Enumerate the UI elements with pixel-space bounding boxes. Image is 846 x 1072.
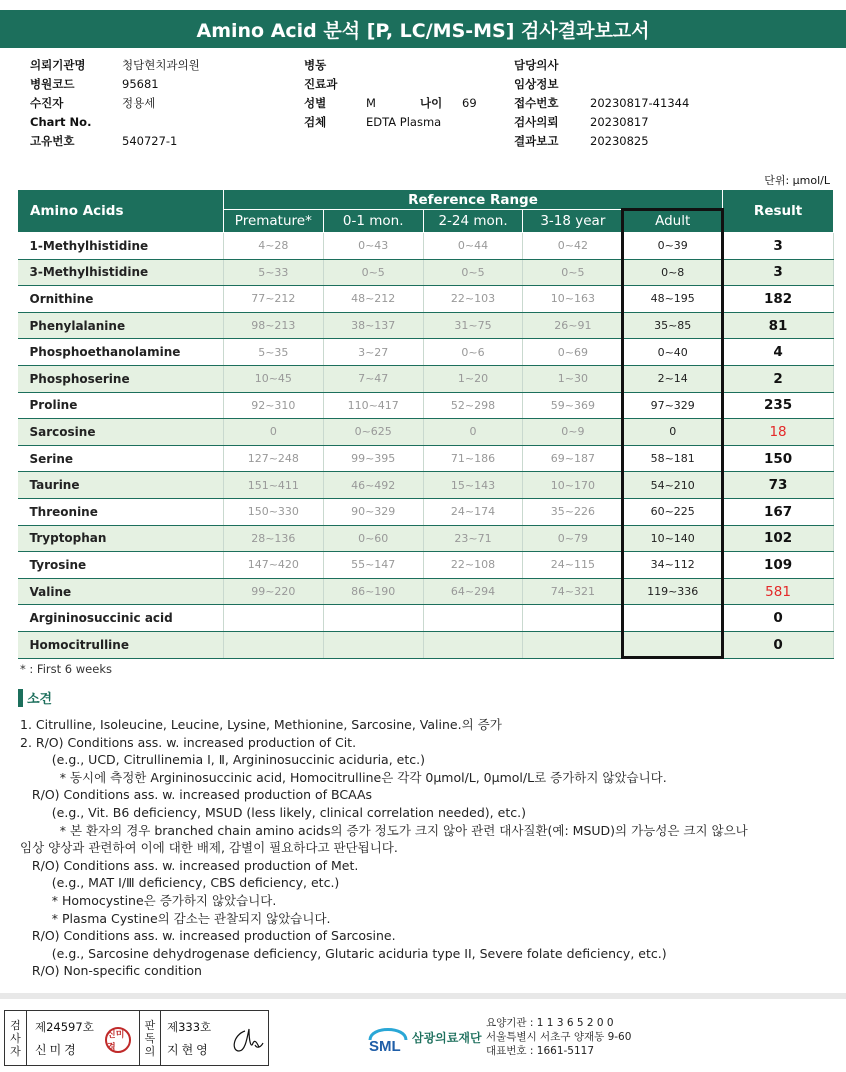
reference-value: 77~212 [223,286,323,313]
patient-info [30,56,830,152]
table-row [18,552,834,579]
signature-box [4,1010,269,1066]
table-row [18,605,834,632]
result-value: 235 [723,392,834,419]
tester-name: 신미경 [35,1043,79,1057]
adult-reference-value: 0 [623,419,723,446]
reference-value: 150~330 [223,498,323,525]
reference-value: 48~212 [323,286,423,313]
unit-label: 단위: μmol/L [764,174,830,187]
sex-value: M [366,96,376,110]
finding-line: 2. R/O) Conditions ass. w. increased production of Cit. [20,734,357,750]
info-col3-label: 임상정보 [514,77,559,91]
age-label: 나이 [420,96,443,110]
adult-reference-value: 54~210 [623,472,723,499]
reference-value: 24~115 [523,552,623,579]
table-row [18,339,834,366]
amino-acid-name: 1-Methylhistidine [18,233,224,260]
reference-value: 0 [223,419,323,446]
reference-value: 99~220 [223,578,323,605]
amino-acid-name: Phosphoethanolamine [18,339,224,366]
amino-acid-name: Proline [18,392,224,419]
header-amino-acids: Amino Acids [18,190,224,233]
info-col3-label: 검사의뢰 [514,115,559,129]
reference-value: 28~136 [223,525,323,552]
reference-value: 127~248 [223,445,323,472]
reference-value: 23~71 [423,525,523,552]
info-col1-value: 청담현치과의원 [122,58,200,72]
finding-line: R/O) Conditions ass. w. increased production of Sarcosine. [20,928,396,944]
reference-value: 46~492 [323,472,423,499]
result-value: 0 [723,631,834,658]
finding-line: * Homocystine은 증가하지 않았습니다. [20,892,277,908]
table-row [18,498,834,525]
info-col3-value: 20230825 [590,134,649,148]
adult-reference-value [623,605,723,632]
org-name: 삼광의료재단 [412,1030,482,1045]
adult-reference-value: 0~39 [623,233,723,260]
result-value: 81 [723,312,834,339]
reference-value [223,605,323,632]
result-value: 2 [723,365,834,392]
reference-value: 0~5 [423,259,523,286]
result-value: 3 [723,259,834,286]
reference-value: 38~137 [323,312,423,339]
info-col3-row [514,132,814,151]
tester-seal: 신미경 [105,1027,131,1053]
reference-value: 7~47 [323,365,423,392]
info-col1-label: 의뢰기관명 [30,58,86,72]
reference-value: 99~395 [323,445,423,472]
amino-acid-table [17,189,834,659]
info-col1-value: 정용세 [122,96,156,110]
reference-value: 86~190 [323,578,423,605]
amino-acid-name: Valine [18,578,224,605]
adult-reference-value: 58~181 [623,445,723,472]
reference-value: 5~33 [223,259,323,286]
amino-acid-name: 3-Methylhistidine [18,259,224,286]
reference-value [423,605,523,632]
reference-value [223,631,323,658]
table-row [18,525,834,552]
reference-value: 10~170 [523,472,623,499]
table-row [18,472,834,499]
amino-acid-name: Phosphoserine [18,365,224,392]
tester-label: 검 사 자 [5,1011,27,1065]
table-row [18,233,834,260]
reference-value: 1~20 [423,365,523,392]
header-adult: Adult [623,210,723,233]
info-col3-label: 결과보고 [514,134,559,148]
reference-value: 31~75 [423,312,523,339]
reader-name: 지현영 [167,1043,211,1057]
header-result: Result [723,190,834,233]
reference-value: 0~625 [323,419,423,446]
findings-marker [18,689,23,707]
reference-value [323,631,423,658]
reference-value [523,631,623,658]
adult-reference-value [623,631,723,658]
footer-divider [0,993,846,999]
reference-value: 69~187 [523,445,623,472]
reference-value: 64~294 [423,578,523,605]
info-col1-row [30,132,270,151]
info-col3-row [514,75,814,94]
adult-reference-value: 0~40 [623,339,723,366]
sex-label: 성별 [304,96,327,110]
reference-value: 24~174 [423,498,523,525]
reference-value: 0~5 [323,259,423,286]
info-column-3 [514,56,814,151]
specimen-value: EDTA Plasma [366,115,442,129]
dept-label: 진료과 [304,77,338,91]
sml-logo-mark [366,1018,410,1056]
amino-acid-name: Argininosuccinic acid [18,605,224,632]
result-value: 182 [723,286,834,313]
result-value: 3 [723,233,834,260]
reference-value: 22~103 [423,286,523,313]
info-col1-value: 540727-1 [122,134,178,148]
specimen-label: 검체 [304,115,327,129]
footnote: * : First 6 weeks [20,662,112,676]
adult-reference-value: 2~14 [623,365,723,392]
info-col1-label: 수진자 [30,96,64,110]
reference-value: 0~42 [523,233,623,260]
amino-acid-name: Taurine [18,472,224,499]
info-col1-row [30,113,270,132]
table-row [18,365,834,392]
reference-value: 5~35 [223,339,323,366]
header-3-18-year: 3-18 year [523,210,623,233]
reference-value: 59~369 [523,392,623,419]
adult-reference-value: 60~225 [623,498,723,525]
finding-line: * 본 환자의 경우 branched chain amino acids의 증가 정도가 크지 않아 관련 대사질환(예: MSUD)의 가능성은 크지 않으나 [20,822,748,838]
reference-value: 35~226 [523,498,623,525]
reference-value: 90~329 [323,498,423,525]
age-value: 69 [462,96,477,110]
info-col1-label: Chart No. [30,115,92,129]
info-column-1 [30,56,270,151]
org-code: 요양기관 : 1 1 3 6 5 2 0 0 [486,1017,614,1029]
adult-reference-value: 34~112 [623,552,723,579]
info-col3-row [514,94,814,113]
info-col1-label: 병원코드 [30,77,75,91]
info-col3-value: 20230817-41344 [590,96,690,110]
table-row [18,286,834,313]
findings-title-text: 소견 [27,692,53,707]
amino-acid-name: Ornithine [18,286,224,313]
result-value: 150 [723,445,834,472]
reference-value: 15~143 [423,472,523,499]
reference-value: 0~9 [523,419,623,446]
reference-value: 26~91 [523,312,623,339]
result-value: 73 [723,472,834,499]
findings-title [18,688,52,707]
sml-logo [366,1018,482,1056]
header-premature: Premature* [223,210,323,233]
table-row [18,392,834,419]
tester-number: 제24597호 [35,1020,94,1034]
reference-value: 22~108 [423,552,523,579]
info-col1-label: 고유번호 [30,134,75,148]
adult-reference-value: 0~8 [623,259,723,286]
result-value: 0 [723,605,834,632]
amino-acid-name: Serine [18,445,224,472]
reader-number: 제333호 [167,1020,212,1034]
reference-value [423,631,523,658]
finding-line: (e.g., Vit. B6 deficiency, MSUD (less likely, clinical correlation needed), etc.) [20,804,526,820]
svg-text:SML: SML [369,1038,401,1055]
finding-line: R/O) Conditions ass. w. increased production of Met. [20,857,359,873]
result-value: 4 [723,339,834,366]
finding-line: (e.g., Sarcosine dehydrogenase deficiency, Glutaric aciduria type II, Severe folate deficiency, etc.) [20,945,667,961]
reference-value: 74~321 [523,578,623,605]
amino-acid-name: Sarcosine [18,419,224,446]
result-value: 109 [723,552,834,579]
reference-value: 0~6 [423,339,523,366]
result-value: 102 [723,525,834,552]
table-row [18,312,834,339]
finding-line: 임상 양상과 관련하여 이에 대한 배제, 감별이 필요하다고 판단됩니다. [20,840,398,856]
table-row [18,445,834,472]
result-value: 18 [723,419,834,446]
adult-reference-value: 35~85 [623,312,723,339]
reference-value: 52~298 [423,392,523,419]
reference-value: 55~147 [323,552,423,579]
reference-value: 0~5 [523,259,623,286]
org-phone: 대표번호 : 1661-5117 [486,1045,595,1057]
table-row [18,259,834,286]
result-value: 581 [723,578,834,605]
amino-acid-name: Phenylalanine [18,312,224,339]
finding-line: 1. Citrulline, Isoleucine, Leucine, Lysine, Methionine, Sarcosine, Valine.의 증가 [20,717,502,732]
reference-value: 151~411 [223,472,323,499]
finding-line: (e.g., UCD, Citrullinemia Ⅰ, Ⅱ, Argininosuccinic aciduria, etc.) [20,752,425,768]
table-row [18,419,834,446]
reference-value: 0 [423,419,523,446]
info-column-2 [304,56,524,132]
result-value: 167 [723,498,834,525]
org-info [486,1016,631,1058]
findings-text [20,716,840,980]
info-col1-value: 95681 [122,77,159,91]
info-col3-row [514,113,814,132]
signature-scribble [227,1025,265,1057]
reference-value: 4~28 [223,233,323,260]
finding-line: R/O) Conditions ass. w. increased production of BCAAs [20,787,373,803]
reference-value: 0~69 [523,339,623,366]
info-col3-value: 20230817 [590,115,649,129]
org-address: 서울특별시 서초구 양재동 9-60 [486,1031,632,1043]
reference-value: 71~186 [423,445,523,472]
finding-line: R/O) Non-specific condition [20,963,202,979]
info-col1-row [30,75,270,94]
reference-value: 10~163 [523,286,623,313]
amino-acid-name: Homocitrulline [18,631,224,658]
adult-reference-value: 48~195 [623,286,723,313]
reference-value: 0~43 [323,233,423,260]
header-2-24-mon: 2-24 mon. [423,210,523,233]
reference-value: 0~44 [423,233,523,260]
reference-value [323,605,423,632]
reference-value: 10~45 [223,365,323,392]
adult-reference-value: 119~336 [623,578,723,605]
info-col1-row [30,56,270,75]
amino-acid-name: Tyrosine [18,552,224,579]
reader-label: 판 독 의 [139,1011,161,1065]
info-col3-label: 접수번호 [514,96,559,110]
reference-value: 1~30 [523,365,623,392]
finding-line: (e.g., MAT Ⅰ/Ⅲ deficiency, CBS deficiency, etc.) [20,875,340,891]
ward-label: 병동 [304,58,327,72]
finding-line: * 동시에 측정한 Argininosuccinic acid, Homocitrulline은 각각 0μmol/L, 0μmol/L로 증가하지 않았습니다. [20,769,667,785]
info-col3-row [514,56,814,75]
reference-value: 0~60 [323,525,423,552]
info-col1-row [30,94,270,113]
table-row [18,631,834,658]
reference-value: 110~417 [323,392,423,419]
report-title: Amino Acid 분석 [P, LC/MS-MS] 검사결과보고서 [0,10,846,48]
table-row [18,578,834,605]
header-reference-range: Reference Range [223,190,722,210]
adult-reference-value: 10~140 [623,525,723,552]
info-col3-label: 담당의사 [514,58,559,72]
reference-value: 92~310 [223,392,323,419]
reference-value: 0~79 [523,525,623,552]
reference-value: 3~27 [323,339,423,366]
reference-value [523,605,623,632]
reference-value: 98~213 [223,312,323,339]
header-0-1-mon: 0-1 mon. [323,210,423,233]
adult-reference-value: 97~329 [623,392,723,419]
amino-acid-name: Tryptophan [18,525,224,552]
reference-value: 147~420 [223,552,323,579]
amino-acid-name: Threonine [18,498,224,525]
finding-line: * Plasma Cystine의 감소는 관찰되지 않았습니다. [20,910,331,926]
